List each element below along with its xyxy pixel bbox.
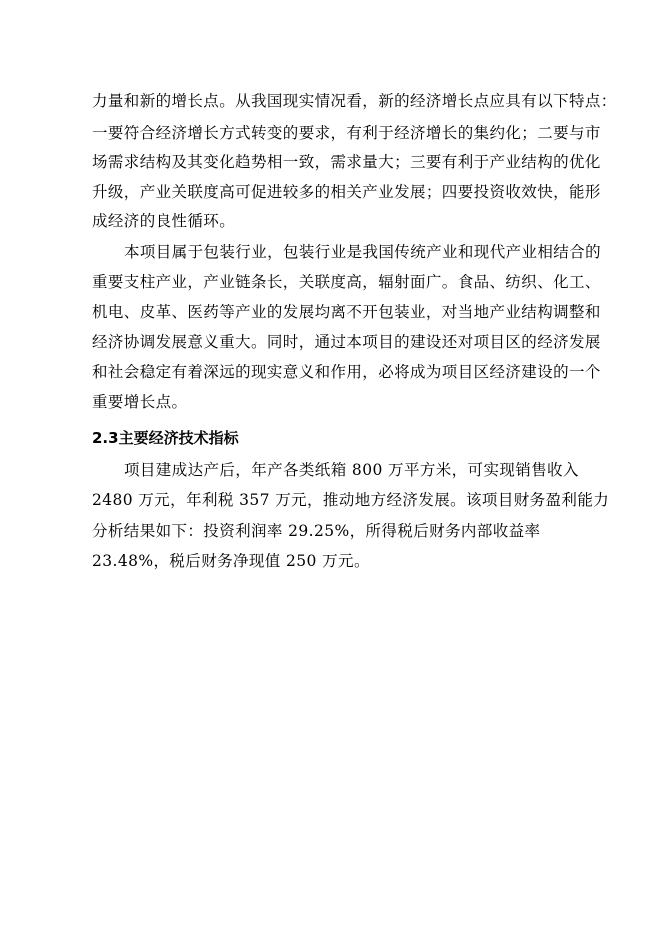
paragraph-3-line-4: 23.48%，税后财务净现值 250 万元。 bbox=[92, 552, 370, 570]
paragraph-1-line-5: 成经济的良性循环。 bbox=[92, 212, 236, 230]
paragraph-3-line-3: 分析结果如下：投资利润率 29.25%，所得税后财务内部收益率 bbox=[92, 522, 541, 540]
paragraph-3-line-1: 项目建成达产后，年产各类纸箱 800 万平方米，可实现销售收入 bbox=[124, 461, 579, 479]
paragraph-2-line-1: 本项目属于包装行业，包装行业是我国传统产业和现代产业相结合的 bbox=[124, 243, 602, 261]
paragraph-3-line-2: 2480 万元，年利税 357 万元，推动地方经济发展。该项目财务盈利能力 bbox=[92, 491, 610, 509]
paragraph-2-line-4: 经济协调发展意义重大。同时，通过本项目的建设还对项目区的经济发展 bbox=[92, 333, 601, 351]
paragraph-1-line-3: 场需求结构及其变化趋势相一致，需求量大；三要有利于产业结构的优化 bbox=[92, 153, 601, 171]
paragraph-2-line-2: 重要支柱产业，产业链条长，关联度高，辐射面广。食品、纺织、化工、 bbox=[92, 273, 601, 291]
paragraph-1-line-1: 力量和新的增长点。从我国现实情况看，新的经济增长点应具有以下特点： bbox=[92, 92, 617, 110]
paragraph-1-line-2: 一要符合经济增长方式转变的要求，有利于经济增长的集约化；二要与市 bbox=[92, 124, 601, 142]
paragraph-1-line-4: 升级，产业关联度高可促进较多的相关产业发展；四要投资收效快，能形 bbox=[92, 183, 601, 201]
paragraph-2-line-5: 和社会稳定有着深远的现实意义和作用，必将成为项目区经济建设的一个 bbox=[92, 363, 601, 381]
paragraph-2-line-6: 重要增长点。 bbox=[92, 393, 188, 411]
section-heading: 2.3主要经济技术指标 bbox=[92, 429, 239, 447]
paragraph-2-line-3: 机电、皮革、医药等产业的发展均离不开包装业，对当地产业结构调整和 bbox=[92, 303, 601, 321]
